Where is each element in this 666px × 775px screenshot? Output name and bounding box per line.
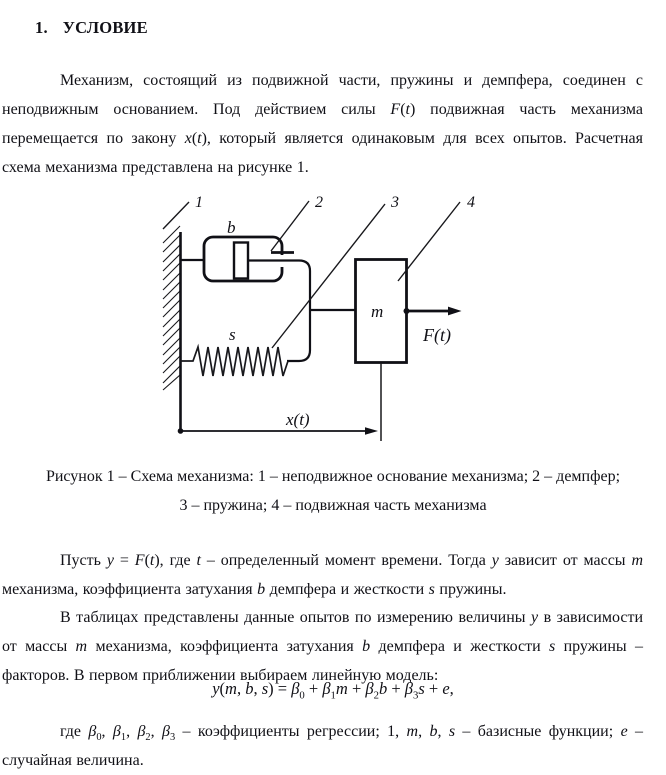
leader-line-4 <box>398 202 460 281</box>
label-mass: m <box>371 302 384 321</box>
label-force: F(t) <box>423 325 451 345</box>
regression-formula: y(m, b, $s) = \beta_0 + \beta_1m + \beta_2b + \beta_3s + e$, <box>212 679 454 702</box>
label-base-number: 1 <box>195 194 203 211</box>
label-damper-number: 2 <box>315 194 323 211</box>
label-moving-part-number: 4 <box>467 194 475 211</box>
paragraph-intro: Механизм, состоящий из подвижной части, пружины и демпфера, соединен с неподвижным основанием. Под действием силы F(t) подвижная часть механизма перемещается по закону x(t), который является одинаковым для всех опытов. Расчетная схема механизма представлена на рисунке 1. <box>2 72 644 176</box>
leader-line-1 <box>163 202 189 229</box>
wall-hatching <box>163 226 180 390</box>
paragraph-let: Пусть y = F(t), где t – определенный момент времени. Тогда y зависит от массы m механизма, коэффициента затухания b демпфера и жесткости s пружины. <box>2 552 644 598</box>
figure-caption-line2: 3 – пружина; 4 – подвижная часть механизма <box>179 497 487 514</box>
leader-line-2 <box>271 201 309 251</box>
paragraph-where: где $\beta_0$, $\beta_1$, $\beta_2$, $\beta_3$ – коэффициенты регрессии; 1, m, b, s – базисные функции; e – случайная величина. <box>2 723 644 769</box>
section-title: УСЛОВИЕ <box>62 18 148 38</box>
label-stiffness: s <box>229 325 236 344</box>
label-spring-number: 3 <box>391 194 399 211</box>
label-damping-coefficient: b <box>227 218 236 237</box>
force-arrow-head <box>448 307 462 316</box>
paragraph-tables: В таблицах представлены данные опытов по измерению величины y в зависимости от массы m механизма, коэффициента затухания b демпфера и жесткости s пружины – факторов. В первом приближении выбираем линейную модель: <box>2 609 644 684</box>
section-heading <box>35 18 148 38</box>
figure-caption <box>23 462 643 520</box>
dimension-arrow-head <box>365 427 378 435</box>
damper-piston <box>234 243 248 279</box>
mechanism-diagram <box>155 183 495 445</box>
spring-zigzag <box>180 347 288 376</box>
figure-caption-line1: Рисунок 1 – Схема механизма: 1 – неподвижное основание механизма; 2 – демпфер; <box>45 468 621 485</box>
label-displacement: x(t) <box>286 410 310 429</box>
section-number: 1. <box>35 18 48 38</box>
